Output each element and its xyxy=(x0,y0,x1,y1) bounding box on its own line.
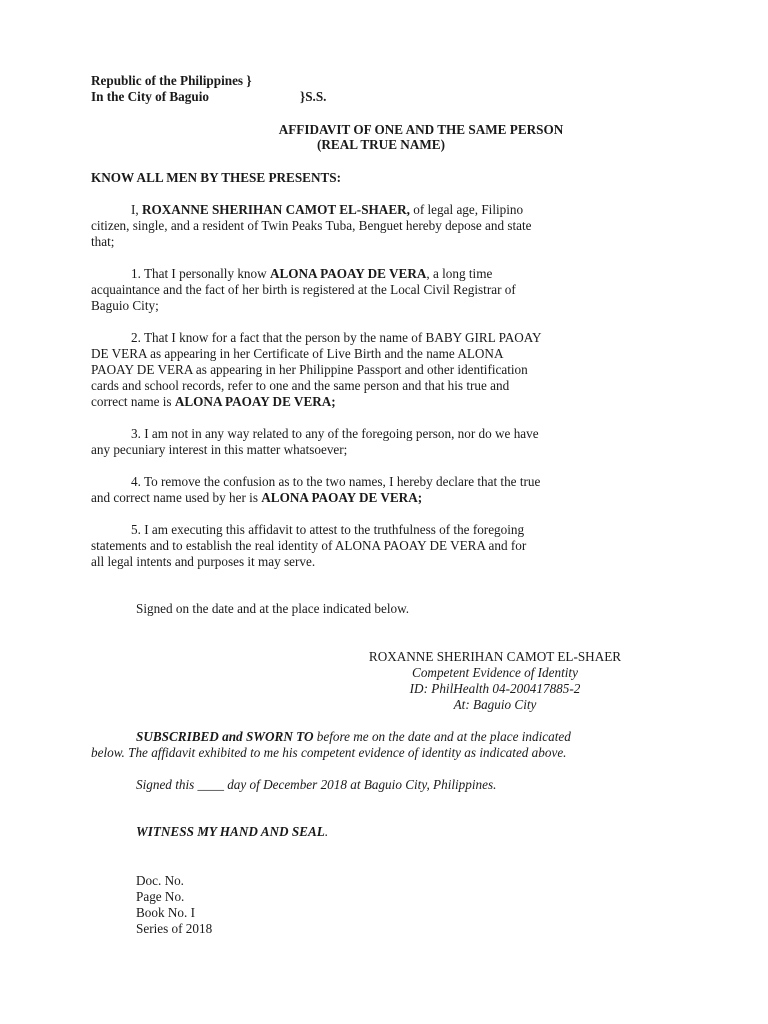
signed-this-line xyxy=(91,777,671,793)
p5-line-1 xyxy=(91,522,671,538)
doc-no: Doc. No. xyxy=(136,873,184,888)
p3-line-1 xyxy=(91,426,671,442)
p2-line-4: cards and school records, refer to one and the same person and that his true and xyxy=(91,378,510,393)
intro-prefix: I, xyxy=(131,202,142,217)
intro-line-2: citizen, single, and a resident of Twin Peaks Tuba, Benguet hereby depose and state xyxy=(91,218,532,233)
p2-line-3: PAOAY DE VERA as appearing in her Philippine Passport and other identification xyxy=(91,362,528,377)
intro-line-3: that; xyxy=(91,234,115,249)
identity-id: ID: PhilHealth 04-200417885-2 xyxy=(409,681,581,696)
evidence-of-identity: Competent Evidence of Identity xyxy=(412,665,578,680)
p4-line-1 xyxy=(91,474,671,490)
p1-line-1 xyxy=(91,266,671,282)
p3-text-1: 3. I am not in any way related to any of the foregoing person, nor do we have xyxy=(131,426,539,441)
signed-on-line xyxy=(91,601,671,617)
witness-period: . xyxy=(324,824,329,839)
header-city-line xyxy=(91,89,671,105)
signatory-name: ROXANNE SHERIHAN CAMOT EL-SHAER xyxy=(368,649,622,664)
affiant-name: ROXANNE SHERIHAN CAMOT EL-SHAER, xyxy=(142,202,410,217)
jurat-rest: before me on the date and at the place indicated xyxy=(313,729,571,744)
p2-line-2: DE VERA as appearing in her Certificate of Live Birth and the name ALONA xyxy=(91,346,504,361)
signed-on-text: Signed on the date and at the place indicated below. xyxy=(136,601,410,616)
p5-line-2: statements and to establish the real identity of ALONA PAOAY DE VERA and for xyxy=(91,538,527,553)
know-all-men: KNOW ALL MEN BY THESE PRESENTS: xyxy=(91,170,342,185)
p5-text-1: 5. I am executing this affidavit to attest to the truthfulness of the foregoing xyxy=(131,522,525,537)
jurat-line-2: below. The affidavit exhibited to me his competent evidence of identity as indicated above. xyxy=(91,745,567,760)
p1-name: ALONA PAOAY DE VERA xyxy=(269,266,427,281)
p4-name: ALONA PAOAY DE VERA; xyxy=(261,490,423,505)
p4-text-1: 4. To remove the confusion as to the two names, I hereby declare that the true xyxy=(131,474,541,489)
p1-b: , a long time xyxy=(426,266,493,281)
title-line-2: (REAL TRUE NAME) xyxy=(317,137,445,152)
book-no: Book No. I xyxy=(136,905,195,920)
witness-line xyxy=(91,824,671,840)
p2-text-1: 2. That I know for a fact that the person by the name of BABY GIRL PAOAY xyxy=(131,330,542,345)
p2-line-1 xyxy=(91,330,671,346)
title-line-1: AFFIDAVIT OF ONE AND THE SAME PERSON xyxy=(278,122,564,137)
page-no: Page No. xyxy=(136,889,185,904)
p1-line-2: acquaintance and the fact of her birth is registered at the Local Civil Registrar of xyxy=(91,282,516,297)
jurat-bold: SUBSCRIBED and SWORN TO xyxy=(136,729,314,744)
p1-line-3: Baguio City; xyxy=(91,298,159,313)
p2-name: ALONA PAOAY DE VERA; xyxy=(174,394,336,409)
p4-text-2: and correct name used by her is xyxy=(91,490,262,505)
p3-line-2: any pecuniary interest in this matter whatsoever; xyxy=(91,442,348,457)
witness-text: WITNESS MY HAND AND SEAL xyxy=(136,824,325,839)
jurat-line-1 xyxy=(91,729,671,745)
signed-this-text: Signed this ____ day of December 2018 at Baguio City, Philippines. xyxy=(136,777,497,792)
header-ss: }S.S. xyxy=(300,89,327,104)
header-republic: Republic of the Philippines } xyxy=(91,73,252,88)
p4-line-2 xyxy=(91,490,671,506)
p2-line-5 xyxy=(91,394,671,410)
header-city: In the City of Baguio xyxy=(91,89,209,104)
p5-line-3: all legal intents and purposes it may serve. xyxy=(91,554,316,569)
identity-at: At: Baguio City xyxy=(453,697,537,712)
p1-a: 1. That I personally know xyxy=(131,266,270,281)
series: Series of 2018 xyxy=(136,921,213,936)
intro-line-1 xyxy=(91,202,671,218)
intro-rest: of legal age, Filipino xyxy=(409,202,524,217)
p2-text-5: correct name is xyxy=(91,394,175,409)
